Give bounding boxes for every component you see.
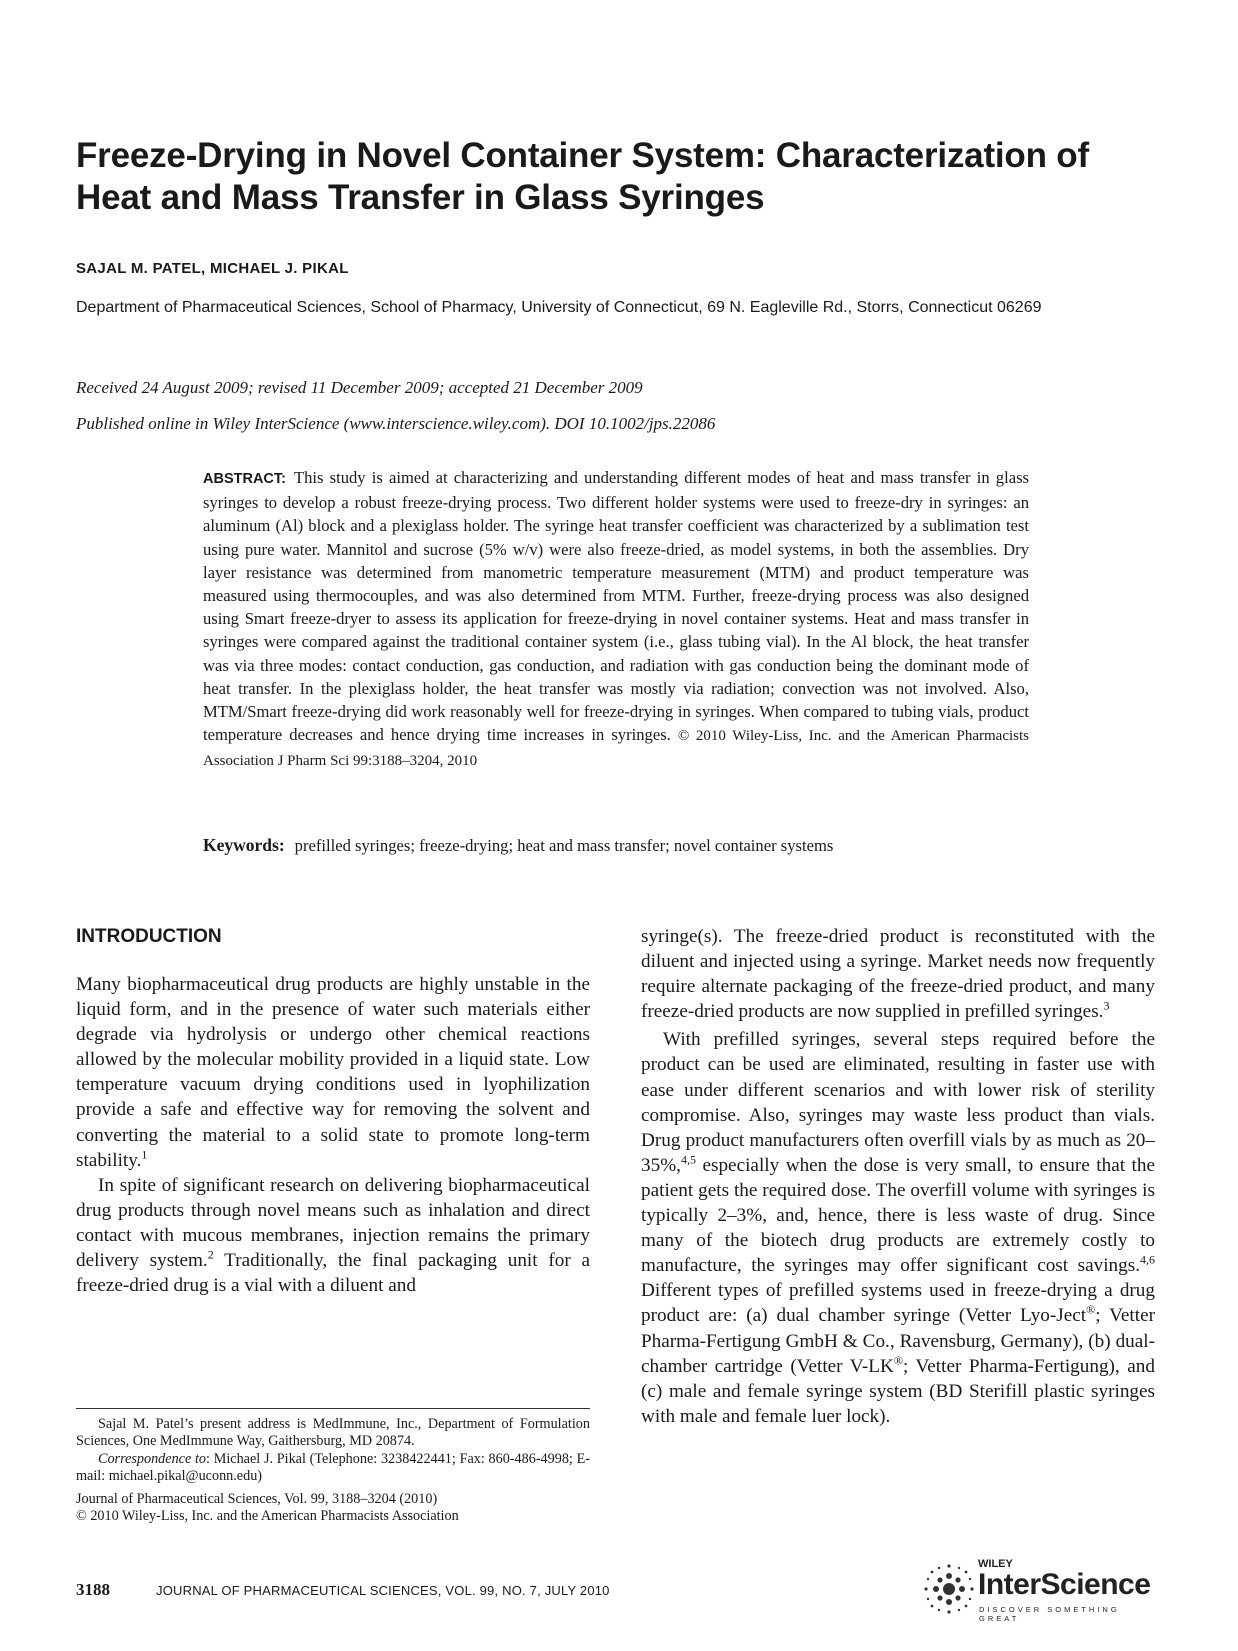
registered-mark: ®: [893, 1353, 903, 1368]
keywords: [203, 834, 1029, 857]
running-footer: JOURNAL OF PHARMACEUTICAL SCIENCES, VOL. 99, NO. 7, JULY 2010: [156, 1583, 610, 1598]
reference-marker: 3: [1103, 998, 1110, 1013]
left-column: [76, 972, 590, 1298]
logo-wiley: WILEY: [978, 1558, 1013, 1570]
globe-dots-icon: [922, 1562, 976, 1616]
reference-marker: 4,6: [1140, 1252, 1155, 1267]
keywords-label: Keywords:: [203, 835, 285, 855]
reference-marker: 1: [141, 1147, 148, 1162]
abstract-text: This study is aimed at characterizing and understanding different modes of heat and mass transfer in glass syringes to develop a robust freeze-drying process. Two different holder systems were used to freeze-dry in syringes: an aluminum (Al) block and a plexiglass holder. The syringe heat transfer coefficient was characterized by a sublimation test using pure water. Mannitol and sucrose (5% w/v) were also freeze-dried, as model systems, in both the assemblies. Dry layer resistance was determined from manometric temperature measurement (MTM) and product temperature was measured using thermocouples, and was also determined from MTM. Further, freeze-drying process was also designed using Smart freeze-dryer to assess its application for freeze-drying in novel container systems. Heat and mass transfer in syringes were compared against the traditional container system (i.e., glass tubing vial). In the Al block, the heat transfer was via three modes: contact conduction, gas conduction, and radiation with gas conduction being the dominant mode of heat transfer. In the plexiglass holder, the heat transfer was mostly via radiation; convection was not involved. Also, MTM/Smart freeze-drying did work reasonably well for freeze-drying in syringes. When compared to tubing vials, product temperature decreases and hence drying time increases in syringes.: [203, 468, 1029, 745]
paragraph: With prefilled syringes, several steps required before the product can be used are eliminated, resulting in faster use with ease under different scenarios and with lower risk of sterility compromise. Also, syringes may waste less product than vials. Drug product manufacturers often overfill vials by as much as 20–35%,$^{4,5}$ especially when the dose is very small, to ensure that the patient gets the required dose. The overfill volume with syringes is typically 2–3%, and, hence, there is less waste of drug. Since many of the biotech drug products are extremely costly to manufacture, the syringes may offer significant cost savings.$^{4,6}$ Different types of prefilled systems used in freeze-drying a drug product are: (a) dual chamber syringe (Vetter Lyo-Ject®; Vetter Pharma-Fertigung GmbH & Co., Ravensburg, Germany), (b) dual-chamber cartridge (Vetter V-LK®; Vetter Pharma-Fertigung), and (c) male and female syringe system (BD Sterifill plastic syringes with male and female luer lock).: [641, 1029, 1155, 1427]
paragraph: syringe(s). The freeze-dried product is reconstituted with the diluent and injected using a syringe. Market needs now frequently require alternate packaging of the freeze-dried product, and many freeze-dried products are now supplied in prefilled syringes.$^3$: [641, 926, 1155, 1023]
abstract-citation: © 2010 Wiley-Liss, Inc. and the American Pharmacists Association J Pharm Sci 99:3188–3204, 2010: [203, 728, 1029, 770]
publication-info: Published online in Wiley InterScience (www.interscience.wiley.com). DOI 10.1002/jps.22086: [76, 414, 716, 433]
footnote-copyright: © 2010 Wiley-Liss, Inc. and the American Pharmacists Association: [76, 1508, 459, 1525]
footnote-journal: Journal of Pharmaceutical Sciences, Vol. 99, 3188–3204 (2010): [76, 1491, 438, 1508]
article-title: Freeze-Drying in Novel Container System: Characterization of Heat and Mass Transfer in Glass Syringes: [76, 136, 1089, 217]
right-column: [641, 924, 1155, 1429]
footnote-address: Sajal M. Patel’s present address is MedImmune, Inc., Department of Formulation Sciences, One MedImmune Way, Gaithersburg, MD 20874.: [76, 1416, 590, 1450]
section-heading-introduction: INTRODUCTION: [76, 926, 222, 947]
affiliation: Department of Pharmaceutical Sciences, School of Pharmacy, University of Connecticut, 69 N. Eagleville Rd., Storrs, Connecticut 06269: [76, 299, 1042, 316]
paragraph: In spite of significant research on delivering biopharmaceutical drug products through novel means such as inhalation and direct contact with mucous membranes, injection remains the primary delivery system.$^2$ Traditionally, the final packaging unit for a freeze-dried drug is a vial with a diluent and: [76, 1174, 590, 1297]
logo-interscience: InterScience: [978, 1568, 1151, 1601]
registered-mark: ®: [1086, 1303, 1096, 1318]
reference-marker: 2: [207, 1247, 214, 1262]
page-number: 3188: [76, 1580, 110, 1599]
footnotes: [76, 1416, 590, 1526]
footnote-correspondence: Correspondence to: Michael J. Pikal (Telephone: 3238422441; Fax: 860-486-4998; E-mail: michael.pikal@uconn.edu): [76, 1450, 590, 1484]
author-list: SAJAL M. PATEL, MICHAEL J. PIKAL: [76, 260, 349, 277]
paragraph: Many biopharmaceutical drug products are highly unstable in the liquid form, and in the presence of water such materials either degrade via hydrolysis or undergo other chemical reactions allowed by the molecular mobility provided in a liquid state. Low temperature vacuum drying conditions used in lyophilization provide a safe and effective way for removing the solvent and converting the material to a solid state to promote long-term stability.$^1$: [76, 974, 590, 1171]
logo-tagline: DISCOVER SOMETHING GREAT: [979, 1605, 1120, 1623]
received-dates: Received 24 August 2009; revised 11 December 2009; accepted 21 December 2009: [76, 378, 643, 397]
footnote-divider: [76, 1408, 590, 1409]
abstract: [203, 466, 1029, 774]
reference-marker: 4,5: [680, 1152, 696, 1167]
wiley-interscience-logo: [922, 1558, 1162, 1623]
abstract-label: ABSTRACT:: [203, 471, 286, 487]
keywords-text: prefilled syringes; freeze-drying; heat and mass transfer; novel container systems: [294, 836, 834, 855]
